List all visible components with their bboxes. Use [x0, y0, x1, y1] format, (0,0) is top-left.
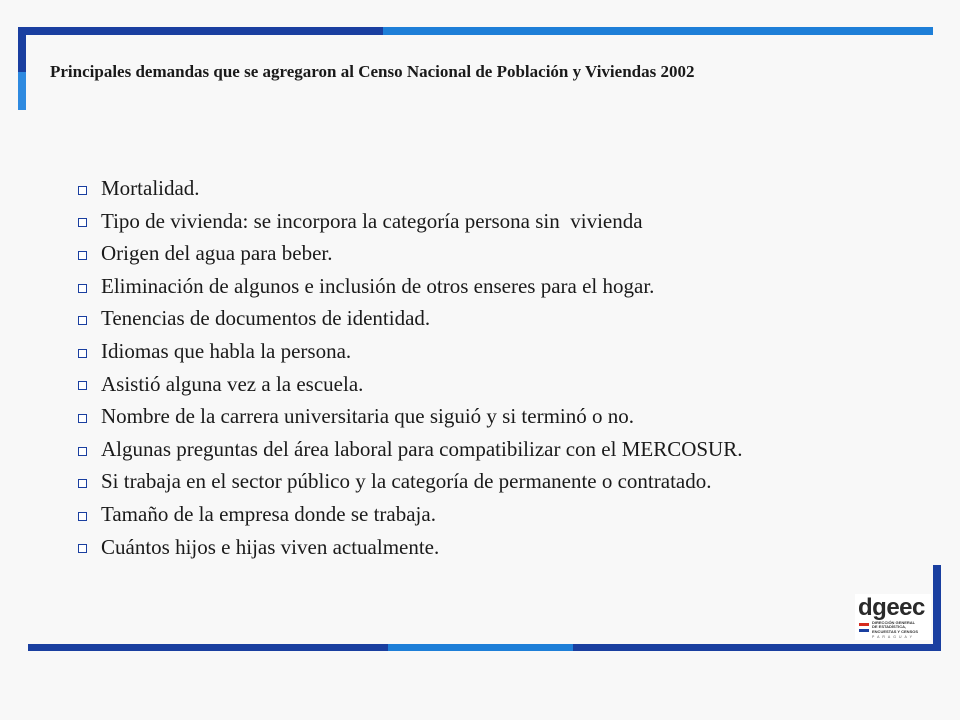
square-bullet-icon	[78, 218, 87, 227]
square-bullet-icon	[78, 512, 87, 521]
square-bullet-icon	[78, 349, 87, 358]
left-frame-bar-light	[18, 72, 26, 110]
left-frame-bar-dark	[18, 27, 26, 72]
list-item: Cuántos hijos e hijas viven actualmente.	[78, 531, 742, 564]
square-bullet-icon	[78, 479, 87, 488]
top-frame-bar-light	[383, 27, 933, 35]
list-item: Nombre de la carrera universitaria que siguió y si terminó o no.	[78, 400, 742, 433]
list-item: Tenencias de documentos de identidad.	[78, 302, 742, 335]
list-item: Tipo de vivienda: se incorpora la categoría persona sin vivienda	[78, 205, 742, 238]
logo-subtitle: DIRECCIÓN GENERAL DE ESTADÍSTICA, ENCUESTAS Y CENSOS	[872, 620, 919, 634]
list-item: Origen del agua para beber.	[78, 237, 742, 270]
right-frame-bar-dark	[933, 565, 941, 651]
bottom-frame-bar-dark	[28, 644, 388, 651]
square-bullet-icon	[78, 381, 87, 390]
list-item: Asistió alguna vez a la escuela.	[78, 368, 742, 401]
square-bullet-icon	[78, 186, 87, 195]
list-item: Tamaño de la empresa donde se trabaja.	[78, 498, 742, 531]
logo-wordmark: dgeec	[858, 594, 925, 621]
square-bullet-icon	[78, 316, 87, 325]
square-bullet-icon	[78, 544, 87, 553]
square-bullet-icon	[78, 414, 87, 423]
square-bullet-icon	[78, 251, 87, 260]
list-item: Mortalidad.	[78, 172, 742, 205]
top-frame-bar-dark	[18, 27, 383, 35]
list-item: Idiomas que habla la persona.	[78, 335, 742, 368]
square-bullet-icon	[78, 284, 87, 293]
bottom-frame-bar-light	[388, 644, 573, 651]
dgeec-logo	[855, 594, 931, 640]
flag-stripe-blue	[859, 629, 869, 632]
slide-title: Principales demandas que se agregaron al Censo Nacional de Población y Viviendas 2002	[50, 62, 695, 81]
list-item: Algunas preguntas del área laboral para compatibilizar con el MERCOSUR.	[78, 433, 742, 466]
list-item: Eliminación de algunos e inclusión de otros enseres para el hogar.	[78, 270, 742, 303]
list-item: Si trabaja en el sector público y la categoría de permanente o contratado.	[78, 465, 742, 498]
demand-list	[78, 172, 742, 563]
bottom-frame-bar-dark-right	[573, 644, 940, 651]
square-bullet-icon	[78, 447, 87, 456]
logo-country: PARAGUAY	[872, 635, 915, 639]
